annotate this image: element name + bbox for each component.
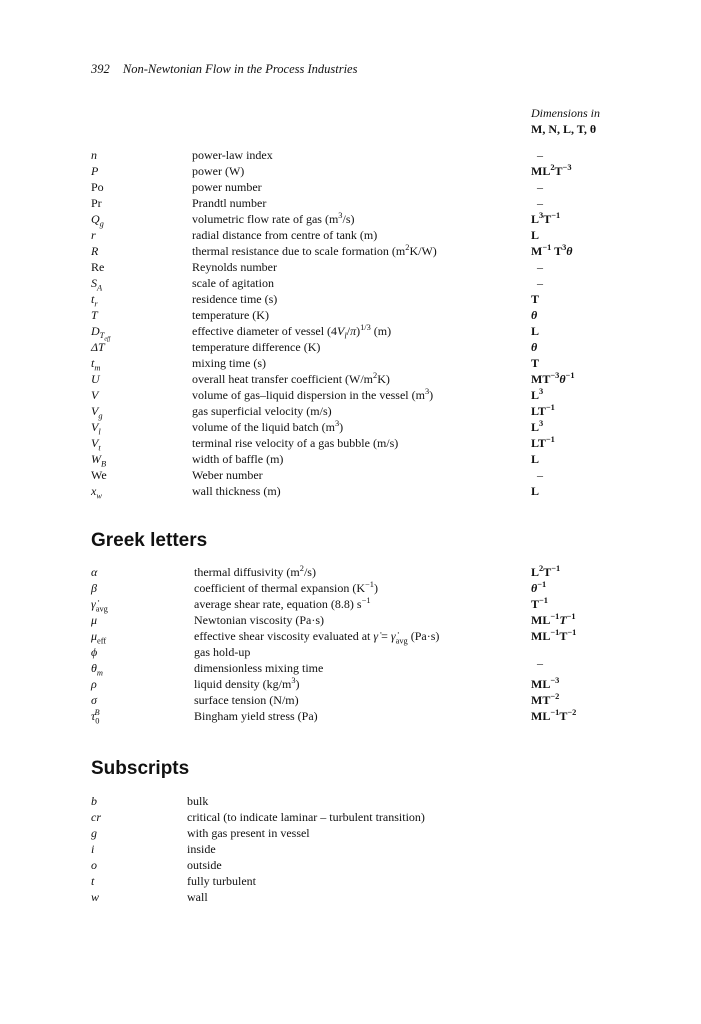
greek-row	[0, 612, 701, 628]
symbol: σ	[91, 693, 97, 707]
symbol: $\mu_{eff}$	[91, 629, 107, 646]
symbol: P	[91, 164, 99, 178]
greek-row	[0, 596, 701, 612]
greek-row	[0, 644, 701, 660]
symbol-row	[0, 483, 701, 499]
symbol-dimension: $L^2T^{-1}$	[531, 564, 561, 579]
greek-row	[0, 708, 701, 724]
greek-row	[0, 692, 701, 708]
symbol-description: power (W)	[192, 164, 245, 178]
symbol-description: Reynolds number	[192, 260, 277, 274]
subscript-row	[0, 889, 701, 905]
symbol-description: wall thickness (m)	[192, 484, 281, 498]
symbol-description: power-law index	[192, 148, 273, 162]
symbol-dimension: –	[537, 148, 543, 162]
symbol-dimension: –	[537, 180, 543, 194]
subscript-row	[0, 825, 701, 841]
symbol: $V_t$	[91, 436, 101, 453]
symbol-description: temperature (K)	[192, 308, 269, 322]
dimensions-header-line1: Dimensions in	[531, 106, 600, 120]
subscript-row	[0, 809, 701, 825]
symbol-dimension: $L^3$	[531, 387, 544, 402]
symbol: $t_r$	[91, 292, 98, 309]
symbol-description: surface tension (N/m)	[194, 693, 299, 707]
symbol-dimension: $LT^{-1}$	[531, 403, 555, 418]
symbol-row	[0, 195, 701, 211]
symbol-dimension: $MT^{-2}$	[531, 692, 560, 707]
running-title: Non-Newtonian Flow in the Process Industries	[122, 62, 358, 76]
symbol-description: wall	[187, 890, 208, 904]
symbol-description: with gas present in vessel	[187, 826, 310, 840]
dimensions-header	[531, 105, 600, 137]
symbol-dimension: $LT^{-1}$	[531, 435, 555, 450]
symbol-dimension: T	[531, 356, 540, 370]
symbol-description: temperature difference (K)	[192, 340, 321, 354]
symbol-row	[0, 227, 701, 243]
symbol-dimension: $ML^{-3}$	[531, 676, 560, 691]
symbol-row	[0, 147, 701, 163]
symbol-row	[0, 163, 701, 179]
symbol: i	[91, 842, 95, 856]
greek-row	[0, 628, 701, 644]
symbol-dimension: $MT^{-3}\theta^{-1}$	[531, 371, 575, 386]
symbol-description: effective shear viscosity evaluated at γ̇ = $\gammȧ_{avg}$ (Pa·s)	[194, 629, 440, 646]
symbol-description: effective diameter of vessel $(4V_l/\pi)^{1/3}$ (m)	[192, 323, 392, 341]
symbol-row	[0, 419, 701, 435]
symbol-description: volumetric flow rate of gas $(m^3/s)$	[192, 211, 355, 226]
symbol: ΔT	[91, 340, 105, 354]
symbol: ρ	[91, 677, 97, 691]
symbol-dimension: L	[531, 228, 540, 242]
symbol-dimension: –	[537, 260, 543, 274]
symbol: Re	[91, 260, 105, 274]
subscripts-heading: Subscripts	[91, 758, 190, 779]
symbol: $\theta_m$	[91, 661, 103, 678]
symbol: $\tau_0^B$	[91, 708, 100, 726]
symbol-row	[0, 243, 701, 259]
symbol: $x_w$	[91, 484, 102, 501]
symbol: o	[91, 858, 97, 872]
subscript-row	[0, 857, 701, 873]
symbol-description: Bingham yield stress (Pa)	[194, 709, 318, 723]
symbol: R	[91, 244, 99, 258]
greek-row	[0, 656, 701, 678]
symbol: α	[91, 565, 98, 579]
symbol-description: scale of agitation	[192, 276, 274, 290]
symbol: $Q_g$	[91, 212, 104, 229]
symbol-dimension: $ML^{-1}T^{-2}$	[531, 708, 577, 723]
symbol: cr	[91, 810, 101, 824]
symbol-dimension: $T^{-1}$	[531, 596, 548, 611]
symbol-description: inside	[187, 842, 216, 856]
symbol-row	[0, 355, 701, 371]
symbol-dimension: $ML^{-1}T^{-1}$	[531, 628, 577, 643]
symbol: w	[91, 890, 100, 904]
symbol-dimension: L	[531, 324, 540, 338]
symbol-row	[0, 275, 701, 291]
symbol-row	[0, 387, 701, 403]
symbol-description: overall heat transfer coefficient $(W/m^2K)$	[192, 371, 390, 386]
symbol: t	[91, 874, 95, 888]
symbol-description: power number	[192, 180, 262, 194]
symbol: $V_l$	[91, 420, 101, 437]
symbol-dimension: $M^{-1}$ $T^3\theta$	[531, 243, 573, 258]
symbol-row	[0, 435, 701, 451]
symbol-description: thermal resistance due to scale formation $(m^2K/W)$	[192, 243, 437, 258]
symbol-description: thermal diffusivity $(m^2/s)$	[194, 564, 316, 579]
greek-letters-heading: Greek letters	[91, 530, 208, 551]
symbol-description: mixing time (s)	[192, 356, 266, 370]
symbol-dimension: θ	[531, 340, 538, 354]
symbol: We	[91, 468, 107, 482]
symbol-description: fully turbulent	[187, 874, 256, 888]
symbol: T	[91, 308, 98, 322]
symbol: $W_B$	[91, 452, 107, 469]
symbol-description: radial distance from centre of tank (m)	[192, 228, 378, 242]
greek-row	[0, 580, 701, 596]
symbol-dimension: L	[531, 452, 540, 466]
symbol-description: dimensionless mixing time	[194, 661, 324, 675]
symbol-description: gas hold-up	[194, 645, 251, 659]
greek-row	[0, 676, 701, 692]
symbol: ϕ	[91, 645, 98, 659]
symbol-row	[0, 323, 701, 344]
subscript-row	[0, 841, 701, 857]
symbol: Pr	[91, 196, 102, 210]
symbol-description: volume of the liquid batch $(m^3)$	[192, 419, 344, 434]
symbol-description: coefficient of thermal expansion $(K^{-1})$	[194, 580, 378, 595]
symbol: β	[91, 581, 97, 595]
symbol-description: average shear rate, equation (8.8) $s^{-1}$	[194, 596, 371, 611]
symbol-dimension: –	[537, 656, 543, 670]
symbol: g	[91, 826, 97, 840]
symbol-description: volume of gas–liquid dispersion in the vessel $(m^3)$	[192, 387, 434, 402]
symbol-dimension: T	[531, 292, 540, 306]
symbol-dimension: θ	[531, 308, 538, 322]
symbol-description: residence time (s)	[192, 292, 278, 306]
page-number: 392	[91, 62, 110, 76]
symbol-dimension: –	[537, 276, 543, 290]
dimensions-header-line2: M, N, L, T, θ	[531, 122, 597, 136]
symbol-row	[0, 371, 701, 387]
symbol: μ	[91, 613, 98, 627]
symbol-row	[0, 259, 701, 275]
subscript-row	[0, 873, 701, 889]
symbol-dimension: $L^3$	[531, 419, 544, 434]
symbol-description: Newtonian viscosity (Pa·s)	[194, 613, 324, 627]
symbol-description: outside	[187, 858, 222, 872]
symbol-row	[0, 339, 701, 355]
symbol: V	[91, 388, 99, 402]
symbol: $\gammȧ_{avg}$	[91, 597, 108, 614]
symbol: Po	[91, 180, 104, 194]
symbol: n	[91, 148, 97, 162]
symbol-row	[0, 179, 701, 195]
symbol-dimension: $\theta^{-1}$	[531, 580, 547, 595]
symbol-dimension: $ML^2T^{-3}$	[531, 163, 572, 178]
symbol: r	[91, 228, 96, 242]
symbol: U	[91, 372, 100, 386]
symbol: b	[91, 794, 97, 808]
symbol-description: bulk	[187, 794, 209, 808]
symbol-description: gas superficial velocity (m/s)	[192, 404, 332, 418]
symbol: $D_{T_{eff}}$	[91, 324, 111, 344]
symbol: $t_m$	[91, 356, 101, 373]
symbol-dimension: –	[537, 196, 543, 210]
running-head	[91, 62, 357, 77]
symbol-dimension: $ML^{-1}T^{-1}$	[531, 612, 576, 627]
symbol: $S_A$	[91, 276, 103, 293]
greek-row	[0, 564, 701, 580]
symbol-row	[0, 451, 701, 467]
symbol-description: Prandtl number	[192, 196, 267, 210]
symbol-description: liquid density $(kg/m^3)$	[194, 676, 300, 691]
symbol-dimension: –	[537, 468, 543, 482]
symbol-description: terminal rise velocity of a gas bubble (m/s)	[192, 436, 399, 450]
symbol-description: width of baffle (m)	[192, 452, 284, 466]
symbol: $V_g$	[91, 404, 103, 421]
symbol-description: Weber number	[192, 468, 263, 482]
subscript-row	[0, 793, 701, 809]
symbol-row	[0, 211, 701, 227]
symbol-row	[0, 467, 701, 483]
symbol-dimension: $L^3T^{-1}$	[531, 211, 561, 226]
symbol-description: critical (to indicate laminar – turbulent transition)	[187, 810, 425, 824]
symbol-dimension: L	[531, 484, 540, 498]
symbol-row	[0, 291, 701, 307]
symbol-row	[0, 403, 701, 419]
symbol-row	[0, 307, 701, 323]
